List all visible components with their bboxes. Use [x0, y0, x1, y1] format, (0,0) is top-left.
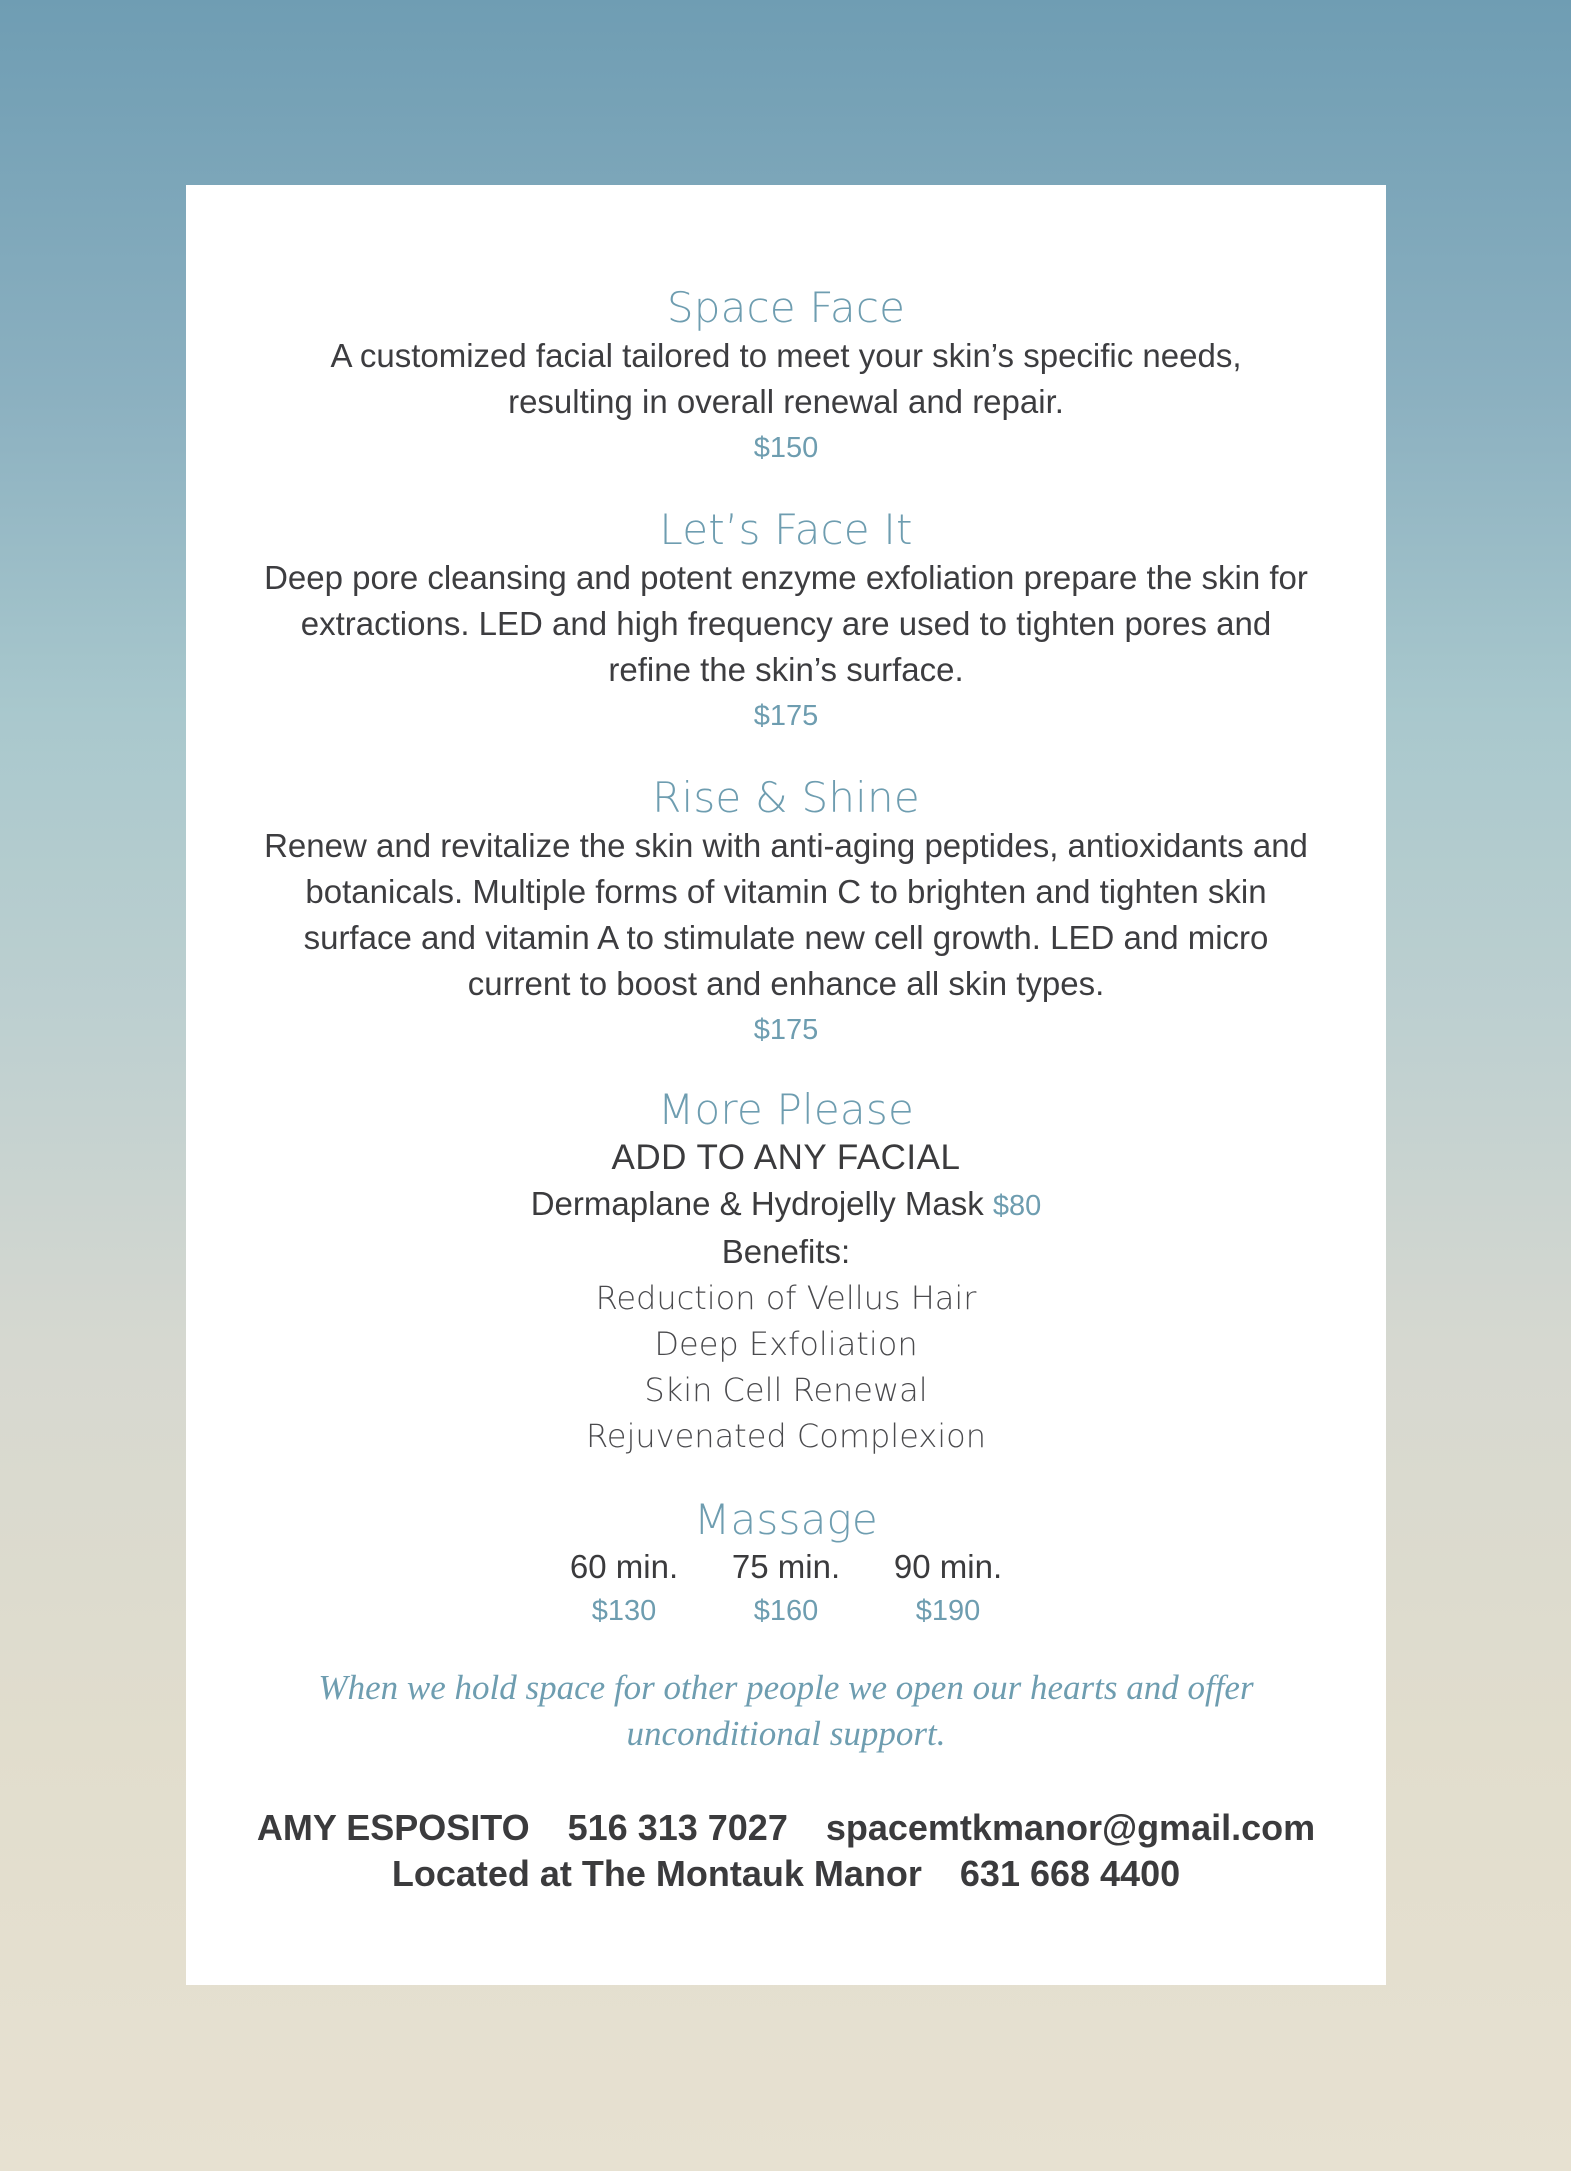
- addon-item: Dermaplane & Hydrojelly Mask: [530, 1185, 984, 1222]
- massage-duration: 90 min.: [893, 1548, 1003, 1585]
- service-description: Renew and revitalize the skin with anti-aging peptides, antioxidants and botanicals. Multiple forms of vitamin C to brighten and tighten skin surface and vitamin A to stimulate new cell growth. LED and micro current to boost and enhance all skin types.: [264, 827, 1308, 1002]
- massage-duration: 60 min.: [569, 1548, 679, 1585]
- service-space-face: [186, 283, 1386, 471]
- menu-card: [186, 185, 1386, 1985]
- service-title: Let’s Face It: [659, 505, 913, 554]
- service-rise-and-shine: [186, 773, 1386, 1053]
- benefit-item: Reduction of Vellus Hair: [595, 1279, 977, 1317]
- quote: When we hold space for other people we open our hearts and offer unconditional support.: [318, 1668, 1254, 1753]
- massage-title: Massage: [694, 1495, 878, 1544]
- contact-line-2: [186, 1851, 1386, 1897]
- benefit-item: Deep Exfoliation: [654, 1325, 918, 1363]
- contact-line-1: [186, 1805, 1386, 1851]
- benefits-label: Benefits:: [721, 1233, 851, 1270]
- massage-section: [186, 1495, 1386, 1633]
- service-price: $150: [753, 432, 819, 464]
- service-title: Rise & Shine: [652, 773, 920, 822]
- massage-price: $190: [915, 1595, 981, 1627]
- service-description: A customized facial tailored to meet your skin’s specific needs, resulting in overall renewal and repair.: [330, 337, 1242, 420]
- location-phone: 631 668 4400: [959, 1853, 1181, 1894]
- service-price: $175: [753, 1014, 819, 1046]
- massage-option: [723, 1545, 849, 1633]
- contact-name: AMY ESPOSITO: [256, 1807, 530, 1848]
- benefit-item: Rejuvenated Complexion: [586, 1417, 986, 1455]
- massage-option: [885, 1545, 1011, 1633]
- addon-heading: ADD TO ANY FACIAL: [611, 1138, 961, 1177]
- massage-price: $130: [591, 1595, 657, 1627]
- massage-price: $160: [753, 1595, 819, 1627]
- contact-phone: 516 313 7027: [567, 1807, 788, 1848]
- service-title: Space Face: [666, 283, 906, 332]
- service-description: Deep pore cleansing and potent enzyme exfoliation prepare the skin for extractions. LED and high frequency are used to tighten pores and refine the skin’s surface.: [264, 559, 1308, 688]
- contact-email: spacemtkmanor@gmail.com: [825, 1807, 1316, 1848]
- massage-option: [561, 1545, 687, 1633]
- massage-duration: 75 min.: [731, 1548, 841, 1585]
- service-lets-face-it: [186, 505, 1386, 739]
- benefit-item: Skin Cell Renewal: [644, 1371, 928, 1409]
- addon-price: $80: [992, 1190, 1042, 1222]
- addon-title: More Please: [658, 1085, 914, 1134]
- contact-block: [186, 1805, 1386, 1897]
- service-price: $175: [753, 700, 819, 732]
- massage-options: [186, 1545, 1386, 1633]
- addon-section: [186, 1085, 1386, 1459]
- addon-item-line: [186, 1181, 1386, 1229]
- location: Located at The Montauk Manor: [391, 1853, 922, 1894]
